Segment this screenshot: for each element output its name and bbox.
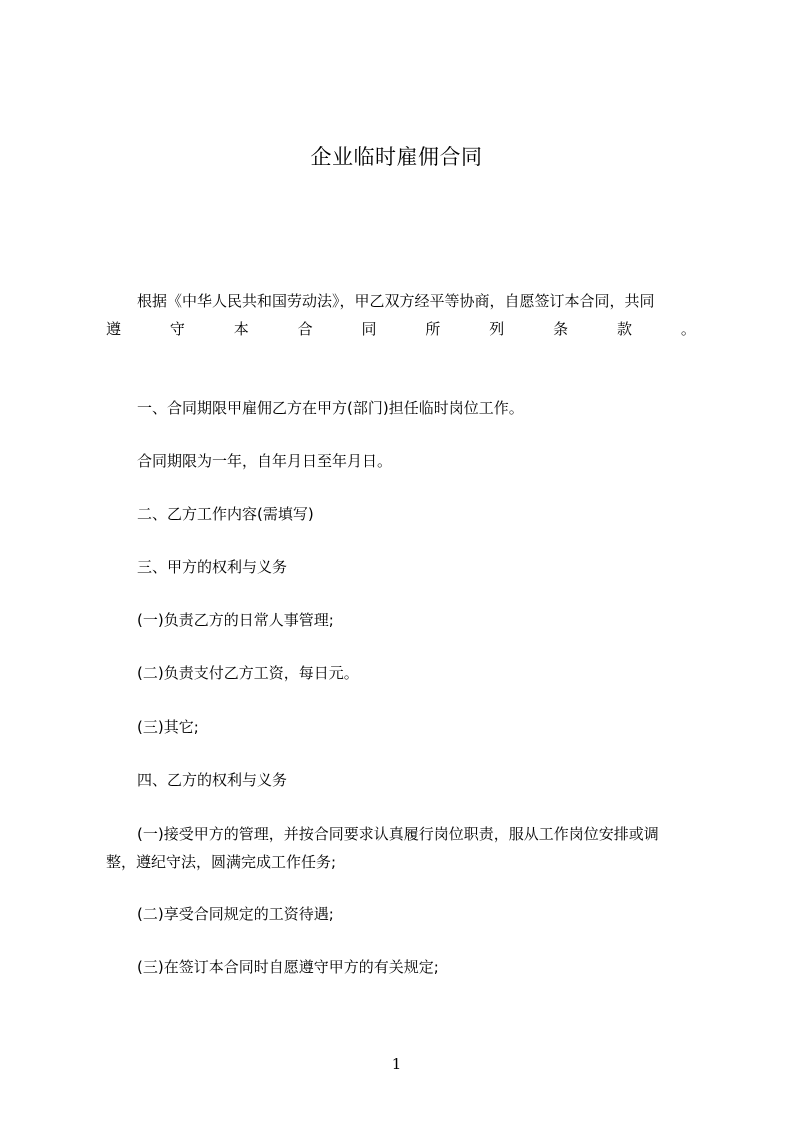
intro-paragraph-line-1: 根据《中华人民共和国劳动法》，甲乙双方经平等协商，自愿签订本合同，共同 — [137, 292, 655, 310]
clause-3-item-3: (三)其它; — [137, 718, 199, 736]
clause-2-work-content: 二、乙方工作内容(需填写) — [137, 505, 314, 523]
intro-char: 。 — [680, 320, 696, 338]
intro-char: 条 — [553, 320, 569, 338]
intro-char: 所 — [425, 320, 441, 338]
clause-3-item-2: (二)负责支付乙方工资，每日元。 — [137, 664, 359, 682]
clause-4-item-1-line-1: (一)接受甲方的管理，并按合同要求认真履行岗位职责，服从工作岗位安排或调 — [137, 825, 659, 843]
clause-4-item-1-line-2: 整，遵纪守法，圆满完成工作任务; — [106, 853, 337, 871]
clause-3-item-1: (一)负责乙方的日常人事管理; — [137, 611, 334, 629]
intro-paragraph-line-2 — [106, 320, 696, 339]
intro-char: 合 — [297, 320, 313, 338]
intro-char: 列 — [489, 320, 505, 338]
intro-char: 款 — [617, 320, 633, 338]
clause-4-heading: 四、乙方的权利与义务 — [137, 771, 288, 789]
clause-1-term: 一、合同期限甲雇佣乙方在甲方(部门)担任临时岗位工作。 — [137, 399, 524, 417]
clause-4-item-2: (二)享受合同规定的工资待遇; — [137, 905, 334, 923]
intro-char: 守 — [169, 320, 185, 338]
clause-3-heading: 三、甲方的权利与义务 — [137, 558, 288, 576]
clause-4-item-3: (三)在签订本合同时自愿遵守甲方的有关规定; — [137, 958, 439, 976]
intro-char: 遵 — [106, 320, 122, 338]
intro-char: 本 — [233, 320, 249, 338]
clause-1-duration: 合同期限为一年，自年月日至年月日。 — [137, 452, 393, 470]
document-title: 企业临时雇佣合同 — [310, 145, 483, 169]
intro-char: 同 — [361, 320, 377, 338]
page-number: 1 — [391, 1055, 402, 1073]
